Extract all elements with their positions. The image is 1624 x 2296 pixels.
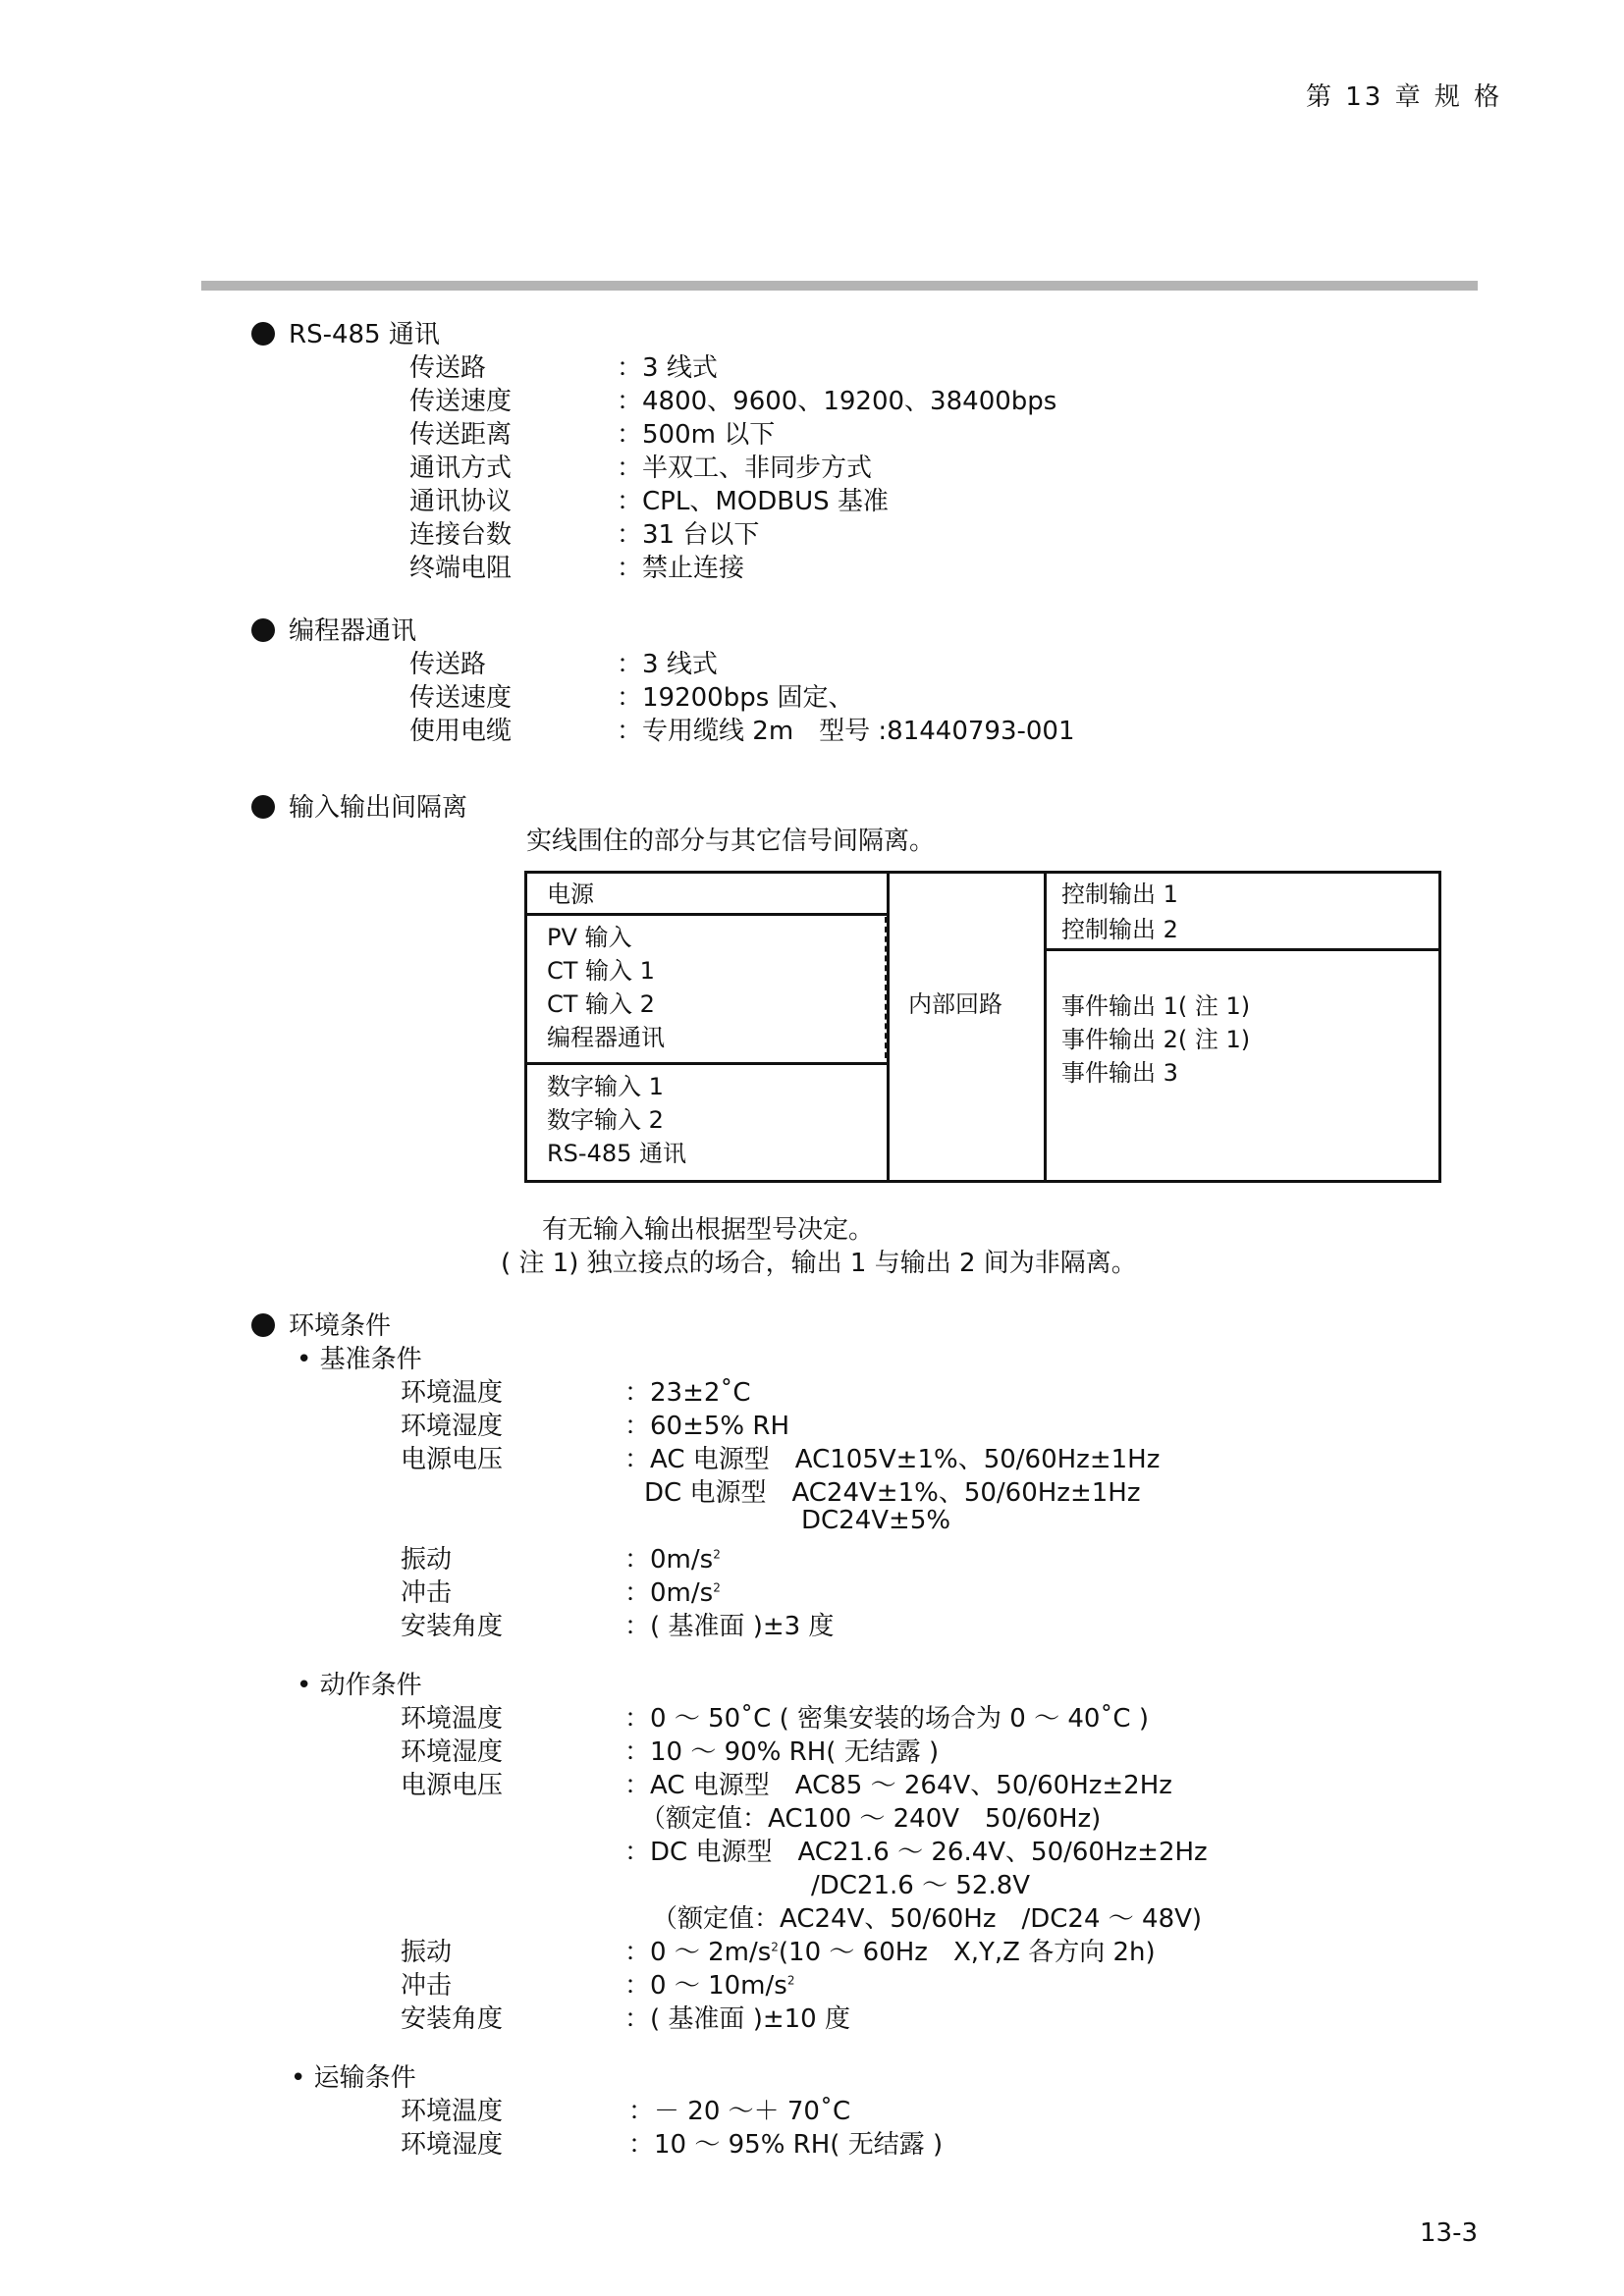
spec-label: 传送距离 (409, 420, 513, 450)
spec-value: ：500m 以下 (617, 420, 776, 450)
spec-label: 通讯协议 (409, 487, 513, 516)
header-rule (201, 281, 1478, 291)
spec-value: DC 电源型 AC24V±1%、50/60Hz±1Hz (644, 1478, 1141, 1508)
spec-label: 冲击 (401, 1578, 453, 1608)
spec-label: 冲击 (401, 1971, 453, 2001)
spec-label: 终端电阻 (409, 554, 513, 583)
spec-label: 通讯方式 (409, 454, 513, 483)
divider-groups (527, 1062, 887, 1065)
cell-event-output-1: 事件输出 1( 注 1) (1061, 992, 1251, 1020)
spec-value: ：3 线式 (617, 650, 718, 679)
spec-label: 传送速度 (409, 683, 513, 713)
bullet-icon (251, 618, 275, 642)
spec-value: ：3 线式 (617, 353, 718, 383)
section-environment-title (251, 1306, 391, 1342)
spec-value: ：CPL、MODBUS 基准 (617, 487, 889, 516)
spec-value: ：4800、9600、19200、38400bps (617, 387, 1057, 416)
spec-label: 传送速度 (409, 387, 513, 416)
spec-value: ：DC 电源型 AC21.6 ～ 26.4V、50/60Hz±2Hz (624, 1838, 1208, 1867)
isolation-diagram (524, 871, 1441, 1183)
divider-power (527, 913, 887, 916)
spec-value: ：0 ～ $10m/s^2$ (624, 1971, 795, 2001)
spec-value: ：－ 20 ～＋ 70˚C (628, 2097, 851, 2126)
spec-value: ：半双工、非同步方式 (617, 454, 873, 483)
spec-label: 安装角度 (401, 2004, 504, 2034)
section-title-text: 输入输出间隔离 (289, 793, 468, 823)
spec-label: 环境温度 (401, 1378, 504, 1408)
section-isolation-title (251, 787, 467, 824)
spec-value: ：AC 电源型 AC85 ～ 264V、50/60Hz±2Hz (624, 1771, 1172, 1800)
cell-event-output-3: 事件输出 3 (1061, 1059, 1178, 1087)
spec-label: 环境温度 (401, 1704, 504, 1734)
spec-label: 安装角度 (401, 1612, 504, 1641)
cell-ct-input-2: CT 输入 2 (547, 990, 655, 1018)
spec-value: （额定值：AC24V、50/60Hz /DC24 ～ 48V) (652, 1904, 1203, 1934)
section-title-text: RS-485 通讯 (289, 320, 440, 349)
spec-value: ：0 ～ $2m/s^2(10$ ～ 60Hz X,Y,Z 各方向 2h) (624, 1938, 1156, 1967)
section-rs485-title (251, 314, 440, 350)
transport-conditions-title: • 运输条件 (291, 2063, 416, 2093)
spec-value: ：23±2˚C (624, 1378, 751, 1408)
cell-internal-circuit: 内部回路 (908, 990, 1002, 1018)
spec-label: 传送路 (409, 353, 487, 383)
spec-label: 连接台数 (409, 520, 513, 550)
section-title-text: 环境条件 (289, 1311, 392, 1341)
spec-value: ：$0m/s^2$ (624, 1578, 721, 1608)
spec-value: ：( 基准面 )±3 度 (624, 1612, 835, 1641)
section-title-text: 编程器通讯 (289, 616, 417, 646)
spec-value: ：( 基准面 )±10 度 (624, 2004, 850, 2034)
spec-label: 振动 (401, 1938, 453, 1967)
bullet-icon (251, 1313, 275, 1337)
spec-value: ：19200bps 固定、 (617, 683, 854, 713)
spec-value: ：10 ～ 90% RH( 无结露 ) (624, 1737, 940, 1767)
cell-ct-input-1: CT 输入 1 (547, 957, 655, 985)
cell-control-output-2: 控制输出 2 (1061, 916, 1178, 943)
page-number: 13-3 (1420, 2218, 1479, 2248)
isolation-note: 有无输入输出根据型号决定。 (542, 1215, 875, 1245)
cell-rs485-comm: RS-485 通讯 (547, 1140, 687, 1167)
spec-value: /DC21.6 ～ 52.8V (811, 1871, 1031, 1900)
isolation-intro: 实线围住的部分与其它信号间隔离。 (526, 827, 936, 856)
chapter-header: 第 13 章 规 格 (1306, 82, 1503, 112)
spec-label: 传送路 (409, 650, 487, 679)
spec-value: （额定值：AC100 ～ 240V 50/60Hz) (640, 1804, 1102, 1834)
cell-pv-input: PV 输入 (547, 924, 632, 951)
cell-power: 电源 (547, 881, 594, 908)
isolation-footnote: ( 注 1) 独立接点的场合，输出 1 与输出 2 间为非隔离。 (501, 1249, 1137, 1278)
spec-value: ：AC 电源型 AC105V±1%、50/60Hz±1Hz (624, 1445, 1161, 1474)
spec-label: 电源电压 (401, 1771, 504, 1800)
dashed-boundary (885, 917, 887, 1058)
spec-value: ：60±5% RH (624, 1412, 790, 1441)
cell-control-output-1: 控制输出 1 (1061, 881, 1178, 908)
cell-digital-input-2: 数字输入 2 (547, 1106, 664, 1134)
operating-conditions-title: • 动作条件 (297, 1671, 422, 1700)
cell-digital-input-1: 数字输入 1 (547, 1073, 664, 1100)
divider-outputs (1044, 948, 1438, 951)
bullet-icon (251, 795, 275, 819)
section-programmer-title (251, 611, 416, 647)
spec-label: 环境湿度 (401, 1412, 504, 1441)
cell-event-output-2: 事件输出 2( 注 1) (1061, 1026, 1251, 1053)
spec-label: 环境湿度 (401, 2130, 504, 2160)
spec-value: ：$0m/s^2$ (624, 1545, 721, 1575)
spec-label: 环境温度 (401, 2097, 504, 2126)
spec-value: ：专用缆线 2m 型号 :81440793-001 (617, 717, 1075, 746)
spec-label: 使用电缆 (409, 717, 513, 746)
reference-conditions-title: • 基准条件 (297, 1345, 422, 1374)
spec-label: 振动 (401, 1545, 453, 1575)
spec-value: ：10 ～ 95% RH( 无结露 ) (628, 2130, 944, 2160)
spec-value: ：禁止连接 (617, 554, 745, 583)
spec-value: ：0 ～ 50˚C ( 密集安装的场合为 0 ～ 40˚C ) (624, 1704, 1149, 1734)
bullet-icon (251, 322, 275, 346)
spec-label: 电源电压 (401, 1445, 504, 1474)
divider-left (887, 874, 890, 1180)
divider-right (1044, 874, 1047, 1180)
spec-value: DC24V±5% (801, 1506, 951, 1535)
spec-value: ：31 台以下 (617, 520, 760, 550)
cell-programmer-comm: 编程器通讯 (547, 1024, 665, 1051)
spec-label: 环境湿度 (401, 1737, 504, 1767)
